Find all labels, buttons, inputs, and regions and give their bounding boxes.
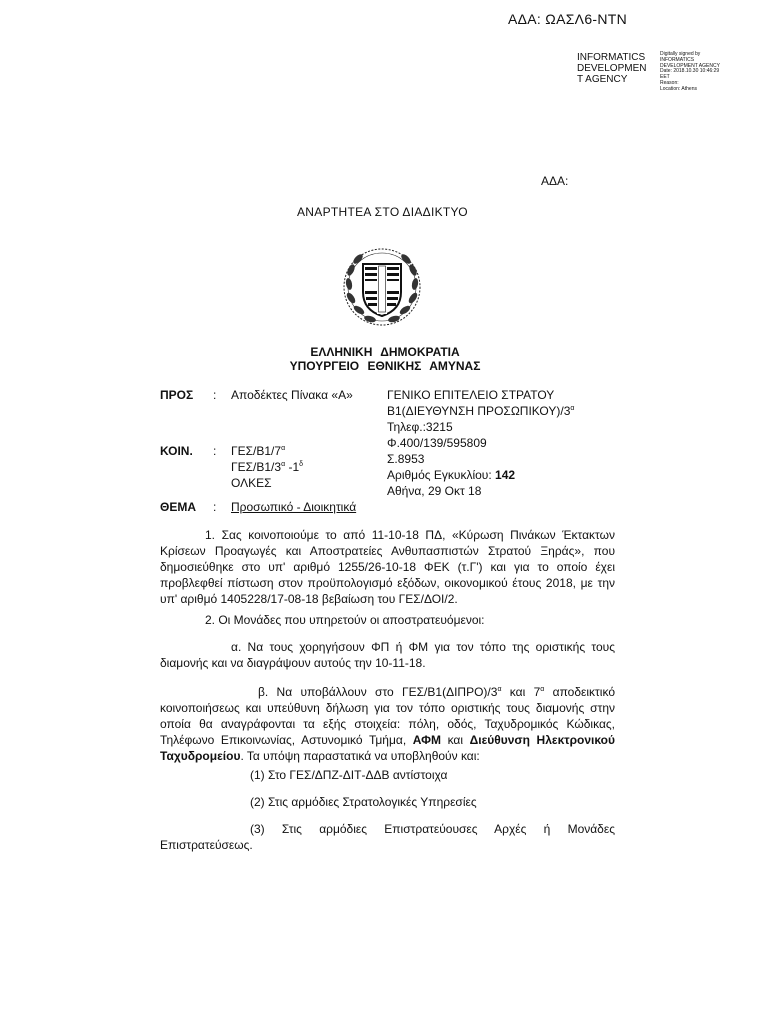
koin-recipients: [231, 443, 303, 491]
list-item-3: (3) Στις αρμόδιες Επιστρατεύουσες Αρχές ή Μονάδες Επιστρατεύσεως.: [160, 822, 615, 852]
koin-line: ΟΛΚΕΣ: [231, 476, 272, 490]
thema-colon: :: [213, 500, 217, 514]
signature-org-line: DEVELOPMEN: [577, 63, 647, 74]
signature-detail-line: INFORMATICS: [660, 56, 695, 63]
sender-block: [387, 387, 574, 499]
paragraph-2: 2. Οι Μονάδες που υπηρετούν οι αποστρατευόμενοι:: [205, 613, 485, 627]
sender-line-phone: Τηλεφ.:3215: [387, 420, 453, 434]
sender-line-directorate: [387, 403, 574, 419]
issuer-heading: [160, 345, 610, 373]
koin-line-sup: α: [281, 461, 286, 468]
p2b-bold-email: Διεύθυνση Ηλεκτρονικού Ταχυδρομείου: [160, 733, 615, 763]
paragraph-2a: α. Να τους χορηγήσουν ΦΠ ή ΦΜ για τον τόπο της οριστικής τους διαμονής και να διαγράψουν αυτούς την 10-11-18.: [160, 640, 615, 670]
koin-line: [231, 459, 303, 475]
circular-label: Αριθμός Εγκυκλίου:: [387, 468, 496, 482]
p2b-bold-afm: ΑΦΜ: [412, 733, 441, 747]
paragraph-2b: [160, 684, 615, 764]
list-item-2: (2) Στις αρμόδιες Στρατολογικές Υπηρεσίες: [250, 795, 477, 809]
paragraph-1: 1. Σας κοινοποιούμε το από 11-10-18 ΠΔ, «Κύρωση Πινάκων Έκτακτων Κρίσεων Προαγωγές και Αποστρατείες Ανθυπασπιστών Στρατού Ξηράς», που δημοσιεύθηκε στο υπ' αριθμό 1255/26-10-18 ΦΕΚ (τ.Γ') και για το οποίο έχει προβλεφθεί πίστωση στον προϋπολογισμό εξόδων, οικονομικού έτους 2018, με την υπ' αριθμό 1405228/17-08-18 βεβαίωση του ΓΕΣ/ΔΟΙ/2.: [160, 528, 615, 606]
signature-detail-line: DEVELOPMENT AGENCY: [660, 62, 720, 69]
koin-line-text: ΓΕΣ/Β1/7: [231, 444, 282, 458]
pros-value: Αποδέκτες Πίνακα «Α»: [231, 388, 353, 402]
p2b-text: . Τα υπόψη παραστατικά να υποβληθούν και:: [240, 749, 480, 763]
directorate-text: Β1(ΔΙΕΥΘΥΝΣΗ ΠΡΟΣΩΠΙΚΟΥ)/3: [387, 404, 571, 418]
sender-line-circular: [387, 467, 574, 483]
directorate-sup: α: [570, 405, 575, 412]
signature-detail-line: Digitally signed by: [660, 51, 701, 57]
digital-signature-organization: [577, 52, 655, 85]
p2b-text: και: [440, 733, 470, 747]
greek-coat-of-arms-icon: [339, 244, 425, 330]
p2b-sup: α: [497, 686, 502, 693]
ada-label: ΑΔΑ:: [541, 174, 569, 188]
sender-line-general-staff: ΓΕΝΙΚΟ ΕΠΙΤΕΛΕΙΟ ΣΤΡΑΤΟΥ: [387, 388, 555, 402]
pros-colon: :: [213, 388, 217, 402]
thema-label: ΘΕΜΑ: [160, 500, 196, 514]
circular-number: 142: [495, 468, 516, 482]
koin-line: [231, 443, 303, 459]
signature-detail-line: Reason:: [660, 79, 679, 86]
sender-line-file-number: Φ.400/139/595809: [387, 436, 487, 450]
list-item-1: (1) Στο ΓΕΣ/ΔΠΖ-ΔΙΤ-ΔΔΒ αντίστοιχα: [250, 768, 448, 782]
sender-line-date: Αθήνα, 29 Οκτ 18: [387, 484, 482, 498]
p2b-text: β. Να υποβάλλουν στο ΓΕΣ/Β1(ΔΙΠΡΟ)/3: [258, 685, 498, 699]
document-ada-code: ΑΔΑ: ΩΑΣΛ6-ΝΤΝ: [508, 11, 628, 27]
signature-org-line: T AGENCY: [577, 74, 628, 85]
signature-detail-line: Date: 2018.10.30 10:46:29: [660, 68, 720, 75]
signature-org-line: INFORMATICS: [577, 52, 646, 63]
p2b-text: και 7: [501, 685, 541, 699]
koin-colon: :: [213, 444, 217, 458]
post-online-notice: ΑΝΑΡΤΗΤΕΑ ΣΤΟ ΔΙΑΔΙΚΤΥΟ: [297, 205, 468, 219]
signature-detail-line: EET: [660, 74, 670, 81]
pros-label: ΠΡΟΣ: [160, 388, 194, 402]
p2b-sup: α: [540, 686, 545, 693]
koin-line-sup: α: [281, 445, 286, 452]
p2b-text: αποδεικτικό κοινοποιήσεως και υπεύθυνη δήλωση για τον τόπο οριστικής τους διαμονής στην οποία θα αναγράφονται τα εξής στοιχεία: πόλη, οδός, Ταχυδρομικός Κώδικας, Τηλέφωνο Επικοινωνίας, Αστυνομικό Τμήμα,: [160, 685, 615, 747]
koin-line-text: -1: [285, 460, 300, 474]
thema-value: Προσωπικό - Διοικητικά: [231, 500, 357, 514]
koin-line-sup: δ: [299, 461, 304, 468]
sender-line-s-number: Σ.8953: [387, 452, 425, 466]
digital-signature-details: [660, 52, 760, 93]
koin-line-text: ΓΕΣ/Β1/3: [231, 460, 282, 474]
signature-detail-line: Location: Athens: [660, 85, 697, 92]
ministry-title: ΥΠΟΥΡΓΕΙΟ ΕΘΝΙΚΗΣ ΑΜΥΝΑΣ: [289, 359, 481, 373]
koin-label: ΚΟΙΝ.: [160, 444, 193, 458]
republic-title: ΕΛΛΗΝΙΚΗ ΔΗΜΟΚΡΑΤΙΑ: [310, 345, 460, 359]
